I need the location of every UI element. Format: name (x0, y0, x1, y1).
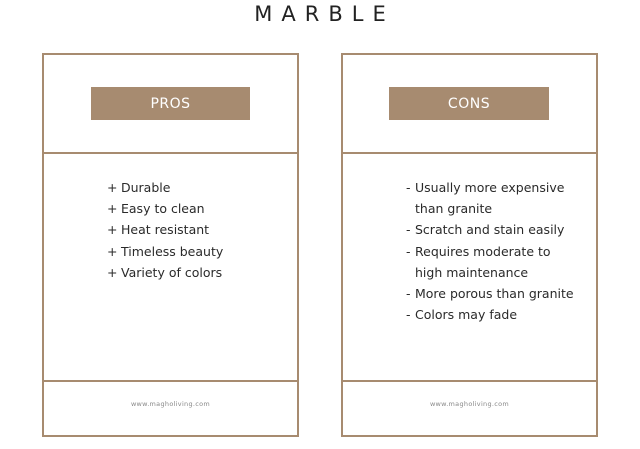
cons-footer-section (343, 380, 596, 435)
pros-item-text: Easy to clean (121, 201, 205, 217)
pros-list (107, 177, 223, 283)
pros-item-text: Heat resistant (121, 222, 210, 238)
cons-item-text: More porous than granite (415, 286, 574, 302)
cons-item-text: Scratch and stain easily (415, 222, 565, 238)
page-title: MARBLE (254, 2, 395, 26)
plus-marker: + (107, 264, 118, 280)
cons-card (341, 53, 598, 437)
list-item (406, 241, 586, 283)
minus-marker: - (406, 222, 411, 238)
list-item (107, 241, 223, 262)
website-credit: www.magholiving.com (130, 400, 211, 408)
pros-badge: PROS (91, 87, 250, 120)
website-credit: www.magholiving.com (429, 400, 510, 408)
pros-item-text: Timeless beauty (121, 243, 224, 259)
list-item (107, 177, 223, 198)
cons-badge: CONS (389, 87, 549, 120)
minus-marker: - (406, 180, 411, 195)
list-item (406, 283, 586, 304)
plus-marker: + (107, 222, 118, 238)
pros-header-section (44, 55, 297, 154)
plus-marker: + (107, 243, 118, 259)
cons-list (406, 177, 586, 325)
minus-marker: - (406, 307, 411, 323)
cons-header-section (343, 55, 596, 154)
cons-item-text: Requires moderate to high maintenance (415, 243, 551, 280)
pros-card (42, 53, 299, 437)
plus-marker: + (107, 201, 118, 217)
list-item (107, 198, 223, 219)
pros-footer-section (44, 380, 297, 435)
list-item (406, 177, 586, 219)
pros-item-text: Variety of colors (121, 264, 223, 280)
list-item (107, 262, 223, 283)
list-item (406, 219, 586, 240)
minus-marker: - (406, 286, 411, 302)
list-item (406, 304, 586, 325)
pros-item-text: Durable (121, 180, 171, 195)
plus-marker: + (107, 180, 118, 195)
list-item (107, 219, 223, 240)
cons-item-text: Colors may fade (415, 307, 518, 323)
cons-item-text: Usually more expensive than granite (415, 180, 565, 217)
minus-marker: - (406, 243, 411, 259)
